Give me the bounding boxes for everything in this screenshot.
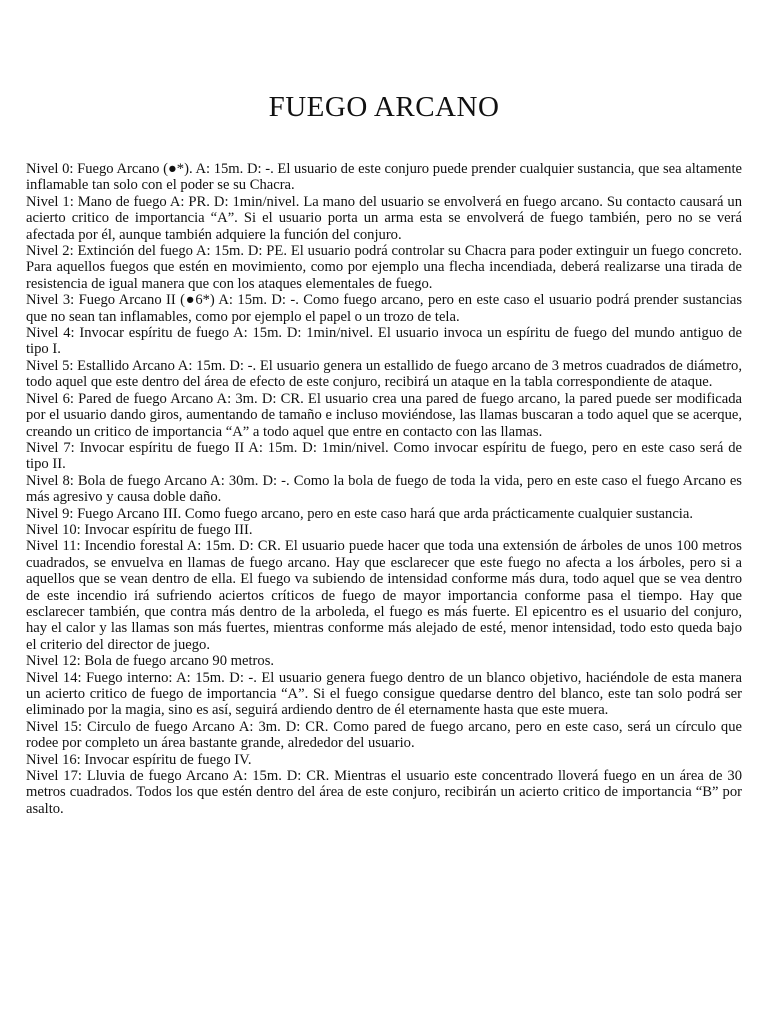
spell-level-11: Nivel 11: Incendio forestal A: 15m. D: CR. El usuario puede hacer que toda una extensión de árboles de unos 100 metros cuadrados, se envuelva en llamas de fuego arcano. Hay que esclarecer que este fuego no afecta a los árboles, pero si a aquellos que se vean dentro de ella. El fuego va subiendo de intensidad conforme más dura, todo aquel que se vea dentro de este incendio irá sufriendo aciertos críticos de fuego de mayor importancia conforme pasa el tiempo. Hay que esclarecer también, que contra más dentro de la arboleda, el fuego es más fuerte. El epicentro es el usuario del conjuro, hay el calor y las llamas son más fuertes, mientras conforme más alejado de esté, menor intensidad, todo esto queda bajo el criterio del director de juego. bbox=[26, 538, 742, 653]
spell-level-0: Nivel 0: Fuego Arcano (●*). A: 15m. D: -. El usuario de este conjuro puede prender cualquier sustancia, que sea altamente inflamable tan solo con el poder se su Chacra. bbox=[26, 161, 742, 194]
spell-level-2: Nivel 2: Extinción del fuego A: 15m. D: PE. El usuario podrá controlar su Chacra para poder extinguir un fuego concreto. Para aquellos fuegos que estén en movimiento, como por ejemplo una flecha incendiada, deberá realizarse una tirada de resistencia de igual manera que con los ataques elementales de fuego. bbox=[26, 243, 742, 292]
spell-level-6: Nivel 6: Pared de fuego Arcano A: 3m. D: CR. El usuario crea una pared de fuego arcano, la pared puede ser modificada por el usuario dando giros, aumentando de tamaño e incluso moviéndose, las llamas buscaran a todo aquel que se acerque, creando un critico de importancia “A” a todo aquel que entre en contacto con las llamas. bbox=[26, 390, 742, 440]
spell-level-list bbox=[26, 161, 742, 817]
spell-level-5: Nivel 5: Estallido Arcano A: 15m. D: -. El usuario genera un estallido de fuego arcano de 3 metros cuadrados de diámetro, todo aquel que este dentro del área de efecto de este conjuro, recibirá un ataque en la tabla correspondiente de ataque. bbox=[26, 357, 742, 391]
spell-level-14: Nivel 14: Fuego interno: A: 15m. D: -. El usuario genera fuego dentro de un blanco objetivo, haciéndole de esta manera un acierto critico de fuego de importancia “A”. Si el fuego consigue quedarse dentro del blanco, este tan solo podrá ser eliminado por la magia, sino es así, seguirá ardiendo dentro de él eternamente hasta que este muera. bbox=[26, 669, 742, 719]
spell-level-9: Nivel 9: Fuego Arcano III. Como fuego arcano, pero en este caso hará que arda prácticamente cualquier sustancia. bbox=[26, 505, 693, 522]
document-title: FUEGO ARCANO bbox=[268, 91, 500, 123]
spell-level-1: Nivel 1: Mano de fuego A: PR. D: 1min/nivel. La mano del usuario se envolverá en fuego arcano. Su contacto causará un acierto critico de importancia “A”. Si el usuario porta un arma esta se envolverá de fuego también, pero no se verá afectada por él, aunque también adquiere la función del conjuro. bbox=[26, 193, 742, 243]
spell-level-15: Nivel 15: Circulo de fuego Arcano A: 3m. D: CR. Como pared de fuego arcano, pero en este caso, será un círculo que rodee por completo un área bastante grande, alrededor del usuario. bbox=[26, 718, 742, 752]
spell-level-8: Nivel 8: Bola de fuego Arcano A: 30m. D: -. Como la bola de fuego de toda la vida, pero en este caso el fuego Arcano es más agresivo y causa doble daño. bbox=[26, 472, 742, 506]
spell-level-17: Nivel 17: Lluvia de fuego Arcano A: 15m. D: CR. Mientras el usuario este concentrado lloverá fuego en un área de 30 metros cuadrados. Todos los que estén dentro del área de este conjuro, recibirán un acierto critico de importancia “B” por asalto. bbox=[26, 768, 742, 817]
spell-level-10: Nivel 10: Invocar espíritu de fuego III. bbox=[26, 521, 253, 538]
spell-level-4: Nivel 4: Invocar espíritu de fuego A: 15m. D: 1min/nivel. El usuario invoca un espíritu de fuego del mundo antiguo de tipo I. bbox=[26, 325, 742, 358]
spell-level-16: Nivel 16: Invocar espíritu de fuego IV. bbox=[26, 751, 252, 768]
spell-level-12: Nivel 12: Bola de fuego arcano 90 metros. bbox=[26, 653, 275, 670]
spell-level-3: Nivel 3: Fuego Arcano II (●6*) A: 15m. D: -. Como fuego arcano, pero en este caso el usuario podrá prender sustancias que no sean tan inflamables, como por ejemplo el papel o un trozo de tela. bbox=[26, 292, 742, 325]
spell-level-7: Nivel 7: Invocar espíritu de fuego II A: 15m. D: 1min/nivel. Como invocar espíritu de fuego, pero en este caso será de tipo II. bbox=[26, 439, 742, 473]
